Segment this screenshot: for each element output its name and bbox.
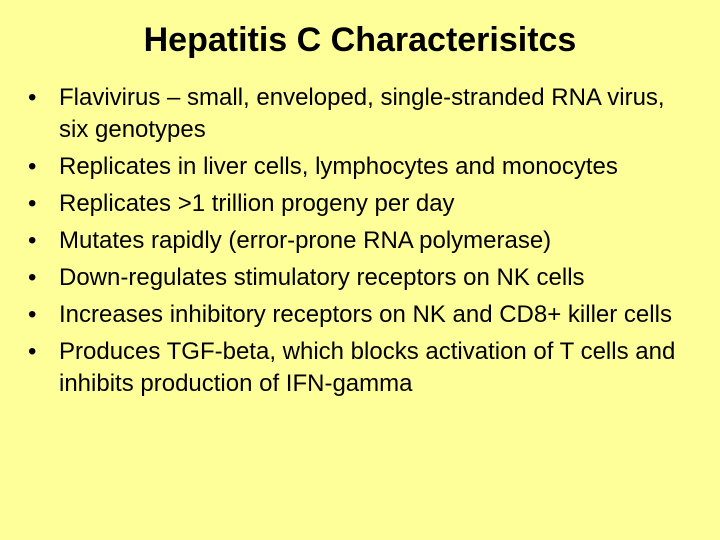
bullet-icon: • [28, 227, 37, 254]
bullet-icon: • [28, 264, 37, 291]
bullet-text: Replicates >1 trillion progeny per day [59, 190, 455, 217]
bullet-icon: • [28, 153, 37, 180]
bullet-item [28, 151, 698, 183]
bullet-item [28, 299, 698, 331]
bullet-icon: • [28, 190, 37, 217]
bullet-list [28, 82, 698, 405]
bullet-text: Mutates rapidly (error-prone RNA polymerase) [59, 227, 552, 254]
bullet-item [28, 82, 698, 146]
bullet-text: Flavivirus – small, enveloped, single-stranded RNA virus, six genotypes [59, 84, 665, 143]
bullet-icon: • [28, 84, 37, 111]
bullet-text: Produces TGF-beta, which blocks activation of T cells and inhibits production of IFN-gamma [59, 338, 676, 397]
bullet-text: Increases inhibitory receptors on NK and CD8+ killer cells [59, 301, 672, 328]
bullet-item [28, 262, 698, 294]
slide-title: Hepatitis C Characterisitcs [143, 21, 577, 59]
bullet-icon: • [28, 301, 37, 328]
bullet-icon: • [28, 338, 37, 365]
bullet-text: Replicates in liver cells, lymphocytes and monocytes [59, 153, 618, 180]
bullet-item [28, 225, 698, 257]
bullet-text: Down-regulates stimulatory receptors on NK cells [59, 264, 585, 291]
bullet-item [28, 336, 698, 400]
bullet-item [28, 188, 698, 220]
